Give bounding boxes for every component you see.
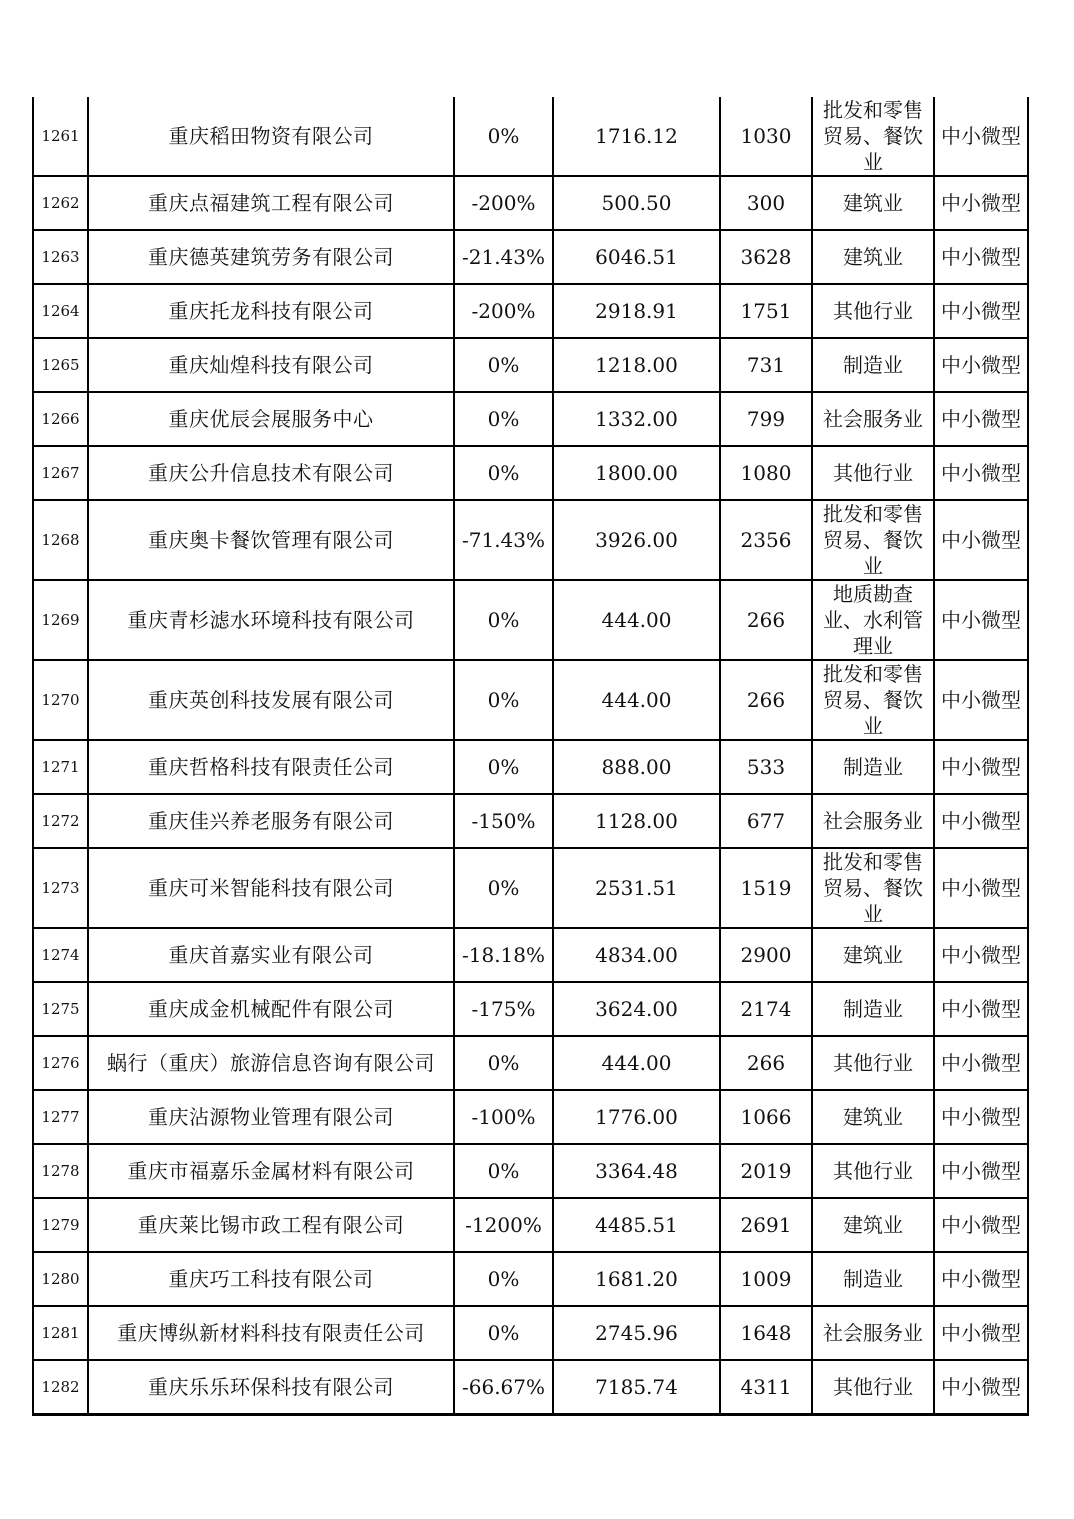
count-cell: 799: [720, 392, 812, 446]
enterprise-type-cell: 中小微型: [934, 392, 1028, 446]
amount-cell: 3926.00: [553, 500, 720, 580]
amount-cell: 888.00: [553, 740, 720, 794]
count-cell: 266: [720, 1036, 812, 1090]
ratio-cell: 0%: [454, 848, 553, 928]
industry-cell: 建筑业: [812, 176, 934, 230]
ratio-cell: 0%: [454, 580, 553, 660]
industry-cell: 其他行业: [812, 446, 934, 500]
industry-cell: 其他行业: [812, 284, 934, 338]
company-table-sheet: [32, 97, 1027, 1416]
company-name-cell: 重庆可米智能科技有限公司: [88, 848, 454, 928]
table-row: [33, 848, 1028, 928]
industry-cell: 建筑业: [812, 1198, 934, 1252]
amount-cell: 3624.00: [553, 982, 720, 1036]
ratio-cell: -18.18%: [454, 928, 553, 982]
row-number-cell: 1274: [33, 928, 88, 982]
row-number-cell: 1271: [33, 740, 88, 794]
table-row: [33, 1144, 1028, 1198]
company-table: [32, 97, 1029, 1416]
enterprise-type-cell: 中小微型: [934, 446, 1028, 500]
row-number-cell: 1269: [33, 580, 88, 660]
table-row: [33, 1360, 1028, 1415]
enterprise-type-cell: 中小微型: [934, 338, 1028, 392]
table-row: [33, 230, 1028, 284]
enterprise-type-cell: 中小微型: [934, 97, 1028, 176]
enterprise-type-cell: 中小微型: [934, 1306, 1028, 1360]
industry-cell: 其他行业: [812, 1360, 934, 1415]
row-number-cell: 1272: [33, 794, 88, 848]
row-number-cell: 1278: [33, 1144, 88, 1198]
ratio-cell: 0%: [454, 1144, 553, 1198]
table-row: [33, 580, 1028, 660]
row-number-cell: 1268: [33, 500, 88, 580]
company-name-cell: 重庆公升信息技术有限公司: [88, 446, 454, 500]
enterprise-type-cell: 中小微型: [934, 230, 1028, 284]
row-number-cell: 1276: [33, 1036, 88, 1090]
enterprise-type-cell: 中小微型: [934, 1036, 1028, 1090]
ratio-cell: -175%: [454, 982, 553, 1036]
ratio-cell: -66.67%: [454, 1360, 553, 1415]
company-name-cell: 重庆德英建筑劳务有限公司: [88, 230, 454, 284]
company-name-cell: 重庆巧工科技有限公司: [88, 1252, 454, 1306]
table-row: [33, 392, 1028, 446]
industry-cell: 建筑业: [812, 1090, 934, 1144]
amount-cell: 7185.74: [553, 1360, 720, 1415]
ratio-cell: 0%: [454, 1306, 553, 1360]
table-row: [33, 660, 1028, 740]
count-cell: 1080: [720, 446, 812, 500]
company-name-cell: 重庆奥卡餐饮管理有限公司: [88, 500, 454, 580]
company-name-cell: 重庆点福建筑工程有限公司: [88, 176, 454, 230]
table-row: [33, 1090, 1028, 1144]
company-name-cell: 重庆灿煌科技有限公司: [88, 338, 454, 392]
row-number-cell: 1280: [33, 1252, 88, 1306]
count-cell: 2174: [720, 982, 812, 1036]
table-row: [33, 97, 1028, 176]
industry-cell: 建筑业: [812, 928, 934, 982]
amount-cell: 2918.91: [553, 284, 720, 338]
industry-cell: 制造业: [812, 1252, 934, 1306]
industry-cell: 批发和零售贸易、餐饮业: [812, 660, 934, 740]
ratio-cell: -150%: [454, 794, 553, 848]
ratio-cell: -21.43%: [454, 230, 553, 284]
company-name-cell: 蜗行（重庆）旅游信息咨询有限公司: [88, 1036, 454, 1090]
enterprise-type-cell: 中小微型: [934, 982, 1028, 1036]
enterprise-type-cell: 中小微型: [934, 928, 1028, 982]
enterprise-type-cell: 中小微型: [934, 1252, 1028, 1306]
enterprise-type-cell: 中小微型: [934, 1360, 1028, 1415]
company-name-cell: 重庆莱比锡市政工程有限公司: [88, 1198, 454, 1252]
table-row: [33, 928, 1028, 982]
ratio-cell: -200%: [454, 284, 553, 338]
ratio-cell: 0%: [454, 660, 553, 740]
amount-cell: 1776.00: [553, 1090, 720, 1144]
amount-cell: 2531.51: [553, 848, 720, 928]
count-cell: 1751: [720, 284, 812, 338]
amount-cell: 4834.00: [553, 928, 720, 982]
table-row: [33, 1252, 1028, 1306]
ratio-cell: -1200%: [454, 1198, 553, 1252]
company-name-cell: 重庆成金机械配件有限公司: [88, 982, 454, 1036]
ratio-cell: 0%: [454, 392, 553, 446]
table-row: [33, 176, 1028, 230]
table-row: [33, 1306, 1028, 1360]
row-number-cell: 1267: [33, 446, 88, 500]
row-number-cell: 1270: [33, 660, 88, 740]
company-name-cell: 重庆首嘉实业有限公司: [88, 928, 454, 982]
industry-cell: 社会服务业: [812, 392, 934, 446]
industry-cell: 批发和零售贸易、餐饮业: [812, 848, 934, 928]
table-row: [33, 284, 1028, 338]
industry-cell: 建筑业: [812, 230, 934, 284]
row-number-cell: 1265: [33, 338, 88, 392]
enterprise-type-cell: 中小微型: [934, 176, 1028, 230]
industry-cell: 社会服务业: [812, 794, 934, 848]
enterprise-type-cell: 中小微型: [934, 1198, 1028, 1252]
count-cell: 533: [720, 740, 812, 794]
count-cell: 1066: [720, 1090, 812, 1144]
amount-cell: 500.50: [553, 176, 720, 230]
company-name-cell: 重庆青杉滤水环境科技有限公司: [88, 580, 454, 660]
count-cell: 1030: [720, 97, 812, 176]
amount-cell: 1218.00: [553, 338, 720, 392]
industry-cell: 批发和零售贸易、餐饮业: [812, 500, 934, 580]
enterprise-type-cell: 中小微型: [934, 580, 1028, 660]
count-cell: 731: [720, 338, 812, 392]
amount-cell: 1716.12: [553, 97, 720, 176]
count-cell: 266: [720, 660, 812, 740]
company-name-cell: 重庆英创科技发展有限公司: [88, 660, 454, 740]
row-number-cell: 1277: [33, 1090, 88, 1144]
industry-cell: 社会服务业: [812, 1306, 934, 1360]
ratio-cell: -200%: [454, 176, 553, 230]
table-row: [33, 1198, 1028, 1252]
count-cell: 2019: [720, 1144, 812, 1198]
company-name-cell: 重庆托龙科技有限公司: [88, 284, 454, 338]
count-cell: 1519: [720, 848, 812, 928]
ratio-cell: 0%: [454, 338, 553, 392]
count-cell: 3628: [720, 230, 812, 284]
count-cell: 4311: [720, 1360, 812, 1415]
industry-cell: 地质勘查业、水利管理业: [812, 580, 934, 660]
enterprise-type-cell: 中小微型: [934, 500, 1028, 580]
row-number-cell: 1275: [33, 982, 88, 1036]
row-number-cell: 1282: [33, 1360, 88, 1415]
count-cell: 266: [720, 580, 812, 660]
table-row: [33, 982, 1028, 1036]
industry-cell: 其他行业: [812, 1144, 934, 1198]
amount-cell: 3364.48: [553, 1144, 720, 1198]
row-number-cell: 1264: [33, 284, 88, 338]
ratio-cell: 0%: [454, 1036, 553, 1090]
amount-cell: 1332.00: [553, 392, 720, 446]
amount-cell: 444.00: [553, 580, 720, 660]
enterprise-type-cell: 中小微型: [934, 794, 1028, 848]
company-name-cell: 重庆乐乐环保科技有限公司: [88, 1360, 454, 1415]
ratio-cell: 0%: [454, 97, 553, 176]
row-number-cell: 1261: [33, 97, 88, 176]
enterprise-type-cell: 中小微型: [934, 284, 1028, 338]
enterprise-type-cell: 中小微型: [934, 1144, 1028, 1198]
enterprise-type-cell: 中小微型: [934, 660, 1028, 740]
company-name-cell: 重庆优辰会展服务中心: [88, 392, 454, 446]
count-cell: 2356: [720, 500, 812, 580]
amount-cell: 1128.00: [553, 794, 720, 848]
count-cell: 1009: [720, 1252, 812, 1306]
count-cell: 677: [720, 794, 812, 848]
industry-cell: 制造业: [812, 982, 934, 1036]
table-row: [33, 740, 1028, 794]
industry-cell: 制造业: [812, 740, 934, 794]
count-cell: 1648: [720, 1306, 812, 1360]
industry-cell: 其他行业: [812, 1036, 934, 1090]
count-cell: 2900: [720, 928, 812, 982]
company-name-cell: 重庆沾源物业管理有限公司: [88, 1090, 454, 1144]
company-name-cell: 重庆佳兴养老服务有限公司: [88, 794, 454, 848]
table-row: [33, 1036, 1028, 1090]
ratio-cell: -71.43%: [454, 500, 553, 580]
company-name-cell: 重庆博纵新材料科技有限责任公司: [88, 1306, 454, 1360]
company-name-cell: 重庆市福嘉乐金属材料有限公司: [88, 1144, 454, 1198]
ratio-cell: -100%: [454, 1090, 553, 1144]
table-row: [33, 500, 1028, 580]
amount-cell: 2745.96: [553, 1306, 720, 1360]
ratio-cell: 0%: [454, 1252, 553, 1306]
amount-cell: 444.00: [553, 660, 720, 740]
amount-cell: 6046.51: [553, 230, 720, 284]
row-number-cell: 1281: [33, 1306, 88, 1360]
row-number-cell: 1263: [33, 230, 88, 284]
ratio-cell: 0%: [454, 740, 553, 794]
table-row: [33, 446, 1028, 500]
enterprise-type-cell: 中小微型: [934, 848, 1028, 928]
company-name-cell: 重庆哲格科技有限责任公司: [88, 740, 454, 794]
row-number-cell: 1262: [33, 176, 88, 230]
count-cell: 300: [720, 176, 812, 230]
count-cell: 2691: [720, 1198, 812, 1252]
table-row: [33, 794, 1028, 848]
amount-cell: 1681.20: [553, 1252, 720, 1306]
row-number-cell: 1273: [33, 848, 88, 928]
row-number-cell: 1279: [33, 1198, 88, 1252]
amount-cell: 444.00: [553, 1036, 720, 1090]
enterprise-type-cell: 中小微型: [934, 740, 1028, 794]
row-number-cell: 1266: [33, 392, 88, 446]
ratio-cell: 0%: [454, 446, 553, 500]
table-row: [33, 338, 1028, 392]
company-name-cell: 重庆稻田物资有限公司: [88, 97, 454, 176]
industry-cell: 制造业: [812, 338, 934, 392]
enterprise-type-cell: 中小微型: [934, 1090, 1028, 1144]
industry-cell: 批发和零售贸易、餐饮业: [812, 97, 934, 176]
amount-cell: 4485.51: [553, 1198, 720, 1252]
amount-cell: 1800.00: [553, 446, 720, 500]
